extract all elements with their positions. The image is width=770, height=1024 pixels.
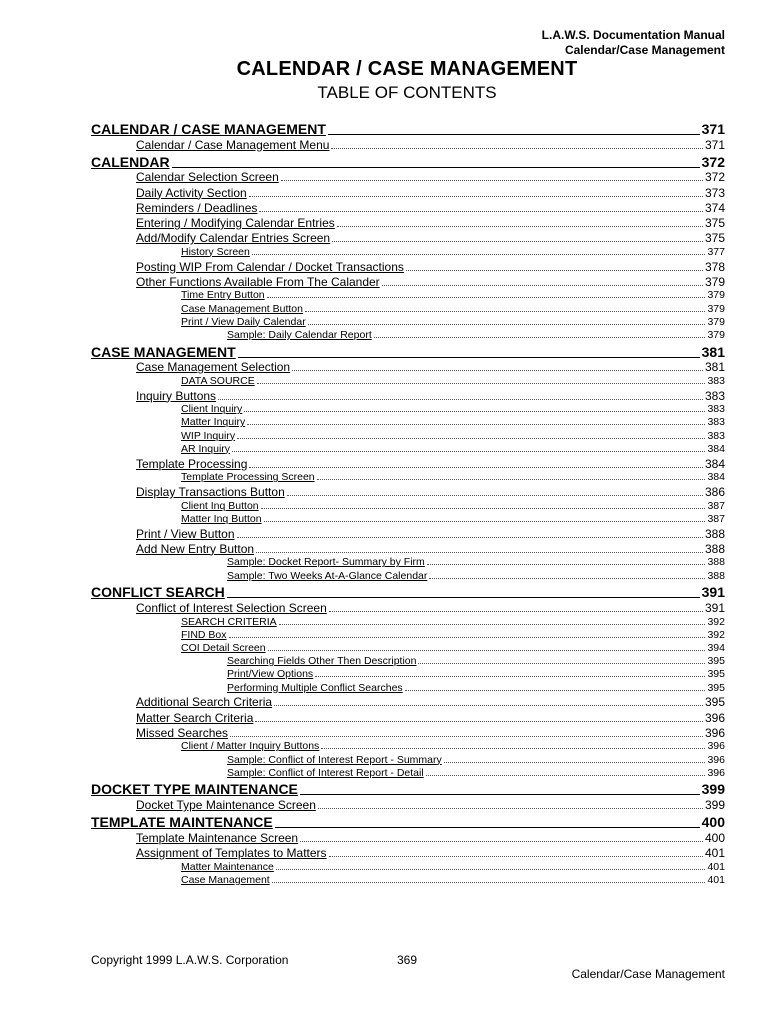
toc-leader — [418, 663, 705, 664]
toc-leader — [444, 762, 706, 763]
toc-entry-row[interactable] — [136, 542, 725, 556]
toc-leader — [276, 869, 706, 870]
toc-entry-title: Missed Searches — [136, 725, 229, 740]
toc-page-number: 384 — [707, 471, 725, 484]
toc-page-number: 375 — [704, 215, 725, 230]
toc-entry-title: Print / View Button — [136, 526, 235, 541]
toc-entry-title: Sample: Two Weeks At-A-Glance Calendar — [227, 569, 428, 582]
toc-entry-row[interactable] — [227, 655, 725, 667]
toc-entry-title: Calendar Selection Screen — [136, 170, 279, 185]
toc-leader — [329, 856, 703, 857]
toc-leader — [318, 808, 703, 809]
toc-leader — [227, 597, 700, 598]
toc-entry-title: Daily Activity Section — [136, 185, 247, 200]
toc-entry-row[interactable] — [227, 767, 725, 779]
toc-entry-row[interactable] — [136, 360, 725, 374]
toc-entry-title: Case Management — [181, 873, 270, 886]
toc-entry-title: Posting WIP From Calendar / Docket Transactions — [136, 259, 404, 274]
toc-page-number: 371 — [704, 137, 725, 152]
toc-entry-row[interactable] — [227, 570, 725, 582]
toc-leader — [229, 637, 706, 638]
toc-entry-title: Matter Inq Button — [181, 512, 262, 525]
toc-page-number: 383 — [707, 403, 725, 416]
toc-page-number: 401 — [707, 860, 725, 873]
toc-page-number: 396 — [707, 740, 725, 753]
toc-leader — [275, 827, 700, 828]
toc-entry-title: AR Inquiry — [181, 442, 231, 455]
toc-leader — [292, 370, 703, 371]
toc-page-number: 383 — [707, 429, 725, 442]
toc-leader — [317, 479, 706, 480]
toc-entry-title: Time Entry Button — [181, 289, 265, 302]
toc-leader — [337, 226, 703, 227]
toc-entry-title: DATA SOURCE — [181, 374, 255, 387]
toc-entry-row[interactable] — [136, 389, 725, 403]
toc-leader — [427, 564, 706, 565]
toc-entry-row[interactable] — [181, 874, 725, 886]
toc-entry-title: Sample: Daily Calendar Report — [227, 328, 372, 341]
footer-section: Calendar/Case Management — [571, 967, 725, 981]
toc-page-number: 395 — [704, 695, 725, 710]
toc-leader — [259, 211, 703, 212]
toc-entry-title: Print/View Options — [227, 668, 314, 681]
toc-entry-title: Case Management Button — [181, 302, 303, 315]
toc-entry-row[interactable] — [136, 798, 725, 812]
toc-entry-row[interactable] — [136, 846, 725, 860]
toc-entry-title: Other Functions Available From The Calander — [136, 274, 380, 289]
toc-leader — [172, 167, 700, 168]
toc-page-number: 379 — [707, 328, 725, 341]
toc-leader — [328, 134, 700, 135]
toc-leader — [426, 775, 706, 776]
toc-entry-row[interactable] — [136, 201, 725, 215]
toc-entry-title: Matter Search Criteria — [136, 710, 254, 725]
toc-page-number: 371 — [701, 121, 725, 137]
toc-entry-row[interactable] — [136, 527, 725, 541]
toc-entry-title: TEMPLATE MAINTENANCE — [91, 814, 273, 831]
toc-leader — [272, 882, 706, 883]
toc-page-number: 391 — [701, 584, 725, 601]
toc-leader — [429, 578, 705, 579]
toc-page-number: 396 — [704, 710, 725, 725]
toc-entry-title: Sample: Docket Report- Summary by Firm — [227, 556, 425, 569]
toc-page-number: 400 — [701, 814, 725, 831]
toc-entry-title: Display Transactions Button — [136, 485, 285, 499]
toc-leader — [305, 311, 705, 312]
toc-leader — [218, 399, 703, 400]
toc-entry-row[interactable] — [136, 711, 725, 725]
toc-entry-row[interactable] — [181, 403, 725, 415]
toc-page-number: 388 — [707, 569, 725, 582]
toc-entry-title: Matter Maintenance — [181, 860, 274, 873]
toc-entry-title: Client Inquiry — [181, 403, 243, 416]
toc-entry-row[interactable] — [181, 629, 725, 641]
toc-page-number: 401 — [707, 873, 725, 886]
toc-leader — [232, 451, 705, 452]
toc-leader — [238, 357, 700, 358]
toc-leader — [264, 521, 706, 522]
toc-entry-title: Print / View Daily Calendar — [181, 315, 306, 328]
toc-leader — [274, 705, 703, 706]
toc-leader — [315, 676, 705, 677]
toc-entry-row[interactable] — [136, 695, 725, 709]
toc-leader — [331, 148, 703, 149]
toc-leader — [374, 337, 706, 338]
toc-entry-title: Assignment of Templates to Matters — [136, 845, 327, 860]
toc-page-number: 379 — [704, 274, 725, 289]
toc-entry-row[interactable] — [227, 682, 725, 694]
toc-page-number: 383 — [707, 416, 725, 429]
toc-entry-row[interactable] — [181, 430, 725, 442]
toc-page-number: 378 — [704, 259, 725, 274]
toc-page-number: 395 — [707, 668, 725, 681]
toc-entry-row[interactable] — [181, 246, 725, 258]
toc-leader — [261, 508, 706, 509]
toc-page-number: 372 — [701, 153, 725, 170]
toc-entry-row[interactable] — [136, 275, 725, 289]
toc-leader — [300, 841, 703, 842]
toc-page-number: 395 — [707, 681, 725, 694]
toc-entry-title: Additional Search Criteria — [136, 695, 273, 710]
toc-entry-title: Add New Entry Button — [136, 541, 255, 556]
toc-leader — [247, 424, 705, 425]
toc-entry-title: CASE MANAGEMENT — [91, 343, 236, 360]
toc-entry-title: CALENDAR — [91, 153, 170, 170]
toc-entry-row[interactable] — [181, 642, 725, 654]
toc-page-number: 401 — [704, 845, 725, 860]
toc-page-number: 399 — [701, 781, 725, 798]
toc-leader — [329, 611, 703, 612]
page-title: CALENDAR / CASE MANAGEMENT — [236, 58, 578, 80]
toc-leader — [321, 748, 705, 749]
toc-leader — [300, 794, 700, 795]
toc-entry-row[interactable] — [181, 500, 725, 512]
toc-leader — [230, 736, 703, 737]
toc-page-number: 374 — [704, 200, 725, 215]
toc-entry-row[interactable] — [181, 416, 725, 428]
toc-entry-title: COI Detail Screen — [181, 641, 266, 654]
toc-page-number: 400 — [704, 830, 725, 845]
toc-entry-title: DOCKET TYPE MAINTENANCE — [91, 781, 298, 798]
toc-leader — [279, 624, 706, 625]
toc-leader — [244, 411, 705, 412]
toc-entry-row[interactable] — [227, 754, 725, 766]
toc-section-row[interactable] — [91, 344, 725, 360]
toc-page-number: 388 — [704, 526, 725, 541]
toc-entry-title: Docket Type Maintenance Screen — [136, 798, 316, 812]
toc-leader — [256, 552, 703, 553]
toc-entry-row[interactable] — [227, 556, 725, 568]
toc-page-number: 383 — [707, 374, 725, 387]
toc-entry-title: Performing Multiple Conflict Searches — [227, 681, 403, 694]
toc-entry-row[interactable] — [136, 260, 725, 274]
toc-leader — [281, 180, 703, 181]
toc-leader — [255, 721, 703, 722]
toc-page-number: 381 — [704, 360, 725, 375]
toc-page-number: 375 — [704, 231, 725, 246]
toc-entry-row[interactable] — [181, 316, 725, 328]
toc-entry-title: Sample: Conflict of Interest Report - Summary — [227, 753, 442, 766]
footer-page-number: 369 — [397, 953, 418, 967]
toc-page-number: 386 — [704, 485, 725, 499]
footer-copyright: Copyright 1999 L.A.W.S. Corporation — [91, 953, 289, 967]
toc-entry-row[interactable] — [136, 216, 725, 230]
toc-leader — [257, 383, 706, 384]
toc-entry-title: Conflict of Interest Selection Screen — [136, 600, 327, 615]
toc-page-number: 396 — [704, 725, 725, 740]
toc-page-number: 392 — [707, 628, 725, 641]
toc-entry-row[interactable] — [181, 513, 725, 525]
toc-entry-title: SEARCH CRITERIA — [181, 615, 277, 628]
toc-page-number: 396 — [707, 766, 725, 779]
toc-entry-row[interactable] — [136, 170, 725, 184]
toc-entry-title: Client / Matter Inquiry Buttons — [181, 740, 320, 753]
toc-entry-row[interactable] — [136, 726, 725, 740]
toc-entry-row[interactable] — [136, 138, 725, 152]
toc-entry-title: Searching Fields Other Then Description — [227, 655, 417, 668]
toc-entry-row[interactable] — [136, 601, 725, 615]
toc-leader — [308, 324, 706, 325]
toc-leader — [332, 241, 703, 242]
header-section-title: Calendar/Case Management — [564, 43, 725, 57]
toc-leader — [252, 254, 706, 255]
toc-entry-row[interactable] — [136, 485, 725, 499]
toc-page-number: 384 — [707, 442, 725, 455]
toc-page-number: 387 — [707, 499, 725, 512]
toc-section-row[interactable] — [91, 584, 725, 600]
header-manual-title: L.A.W.S. Documentation Manual — [541, 28, 725, 42]
toc-page-number: 388 — [707, 556, 725, 569]
toc-entry-row[interactable] — [181, 616, 725, 628]
toc-entry-title: Case Management Selection — [136, 360, 291, 375]
toc-section-row[interactable] — [91, 154, 725, 170]
toc-entry-title: Client Inq Button — [181, 499, 259, 512]
toc-entry-row[interactable] — [227, 668, 725, 680]
toc-leader — [268, 650, 706, 651]
toc-entry-row[interactable] — [181, 471, 725, 483]
toc-entry-row[interactable] — [181, 375, 725, 387]
toc-entry-row[interactable] — [136, 186, 725, 200]
toc-section-row[interactable] — [91, 814, 725, 830]
toc-entry-row[interactable] — [181, 443, 725, 455]
toc-entry-title: WIP Inquiry — [181, 429, 236, 442]
toc-page-number: 379 — [707, 289, 725, 302]
toc-page-number: 384 — [704, 456, 725, 471]
toc-entry-title: History Screen — [181, 245, 250, 258]
toc-leader — [405, 690, 706, 691]
toc-leader — [267, 297, 706, 298]
toc-entry-title: Matter Inquiry — [181, 416, 246, 429]
toc-entry-row[interactable] — [227, 329, 725, 341]
toc-entry-title: CALENDAR / CASE MANAGEMENT — [91, 121, 326, 137]
toc-page-number: 395 — [707, 655, 725, 668]
toc-heading: TABLE OF CONTENTS — [317, 83, 497, 102]
toc-entry-row[interactable] — [136, 831, 725, 845]
toc-leader — [382, 285, 703, 286]
toc-entry-title: Entering / Modifying Calendar Entries — [136, 215, 335, 230]
toc-page-number: 388 — [704, 541, 725, 556]
toc-page-number: 399 — [704, 798, 725, 812]
toc-entry-title: CONFLICT SEARCH — [91, 584, 225, 601]
toc-leader — [237, 438, 705, 439]
toc-page-number: 372 — [704, 170, 725, 185]
toc-entry-row[interactable] — [181, 740, 725, 752]
toc-entry-title: Sample: Conflict of Interest Report - Detail — [227, 766, 424, 779]
toc-entry-title: Template Maintenance Screen — [136, 830, 299, 845]
toc-page-number: 391 — [704, 600, 725, 615]
toc-entry-row[interactable] — [181, 289, 725, 301]
toc-entry-title: Template Processing Screen — [181, 471, 315, 484]
toc-leader — [237, 537, 703, 538]
toc-page-number: 396 — [707, 753, 725, 766]
toc-entry-title: Add/Modify Calendar Entries Screen — [136, 231, 331, 246]
toc-page-number: 379 — [707, 315, 725, 328]
toc-entry-title: Reminders / Deadlines — [136, 200, 258, 215]
toc-section-row[interactable] — [91, 781, 725, 797]
toc-entry-row[interactable] — [181, 861, 725, 873]
toc-page-number: 379 — [707, 302, 725, 315]
toc-page-number: 387 — [707, 512, 725, 525]
toc-page-number: 381 — [701, 343, 725, 360]
toc-page-number: 383 — [704, 388, 725, 403]
toc-leader — [249, 467, 703, 468]
toc-entry-row[interactable] — [136, 457, 725, 471]
toc-entry-row[interactable] — [181, 303, 725, 315]
toc-leader — [287, 495, 703, 496]
toc-section-row[interactable] — [91, 121, 725, 137]
toc-entry-title: FIND Box — [181, 628, 227, 641]
toc-page-number: 394 — [707, 641, 725, 654]
toc-page-number: 377 — [707, 245, 725, 258]
toc-entry-title: Template Processing — [136, 456, 248, 471]
toc-entry-title: Inquiry Buttons — [136, 388, 217, 403]
toc-page-number: 392 — [707, 615, 725, 628]
toc-page-number: 373 — [704, 185, 725, 200]
toc-entry-row[interactable] — [136, 231, 725, 245]
toc-leader — [406, 270, 703, 271]
toc-entry-title: Calendar / Case Management Menu — [136, 137, 330, 152]
toc-leader — [249, 196, 703, 197]
